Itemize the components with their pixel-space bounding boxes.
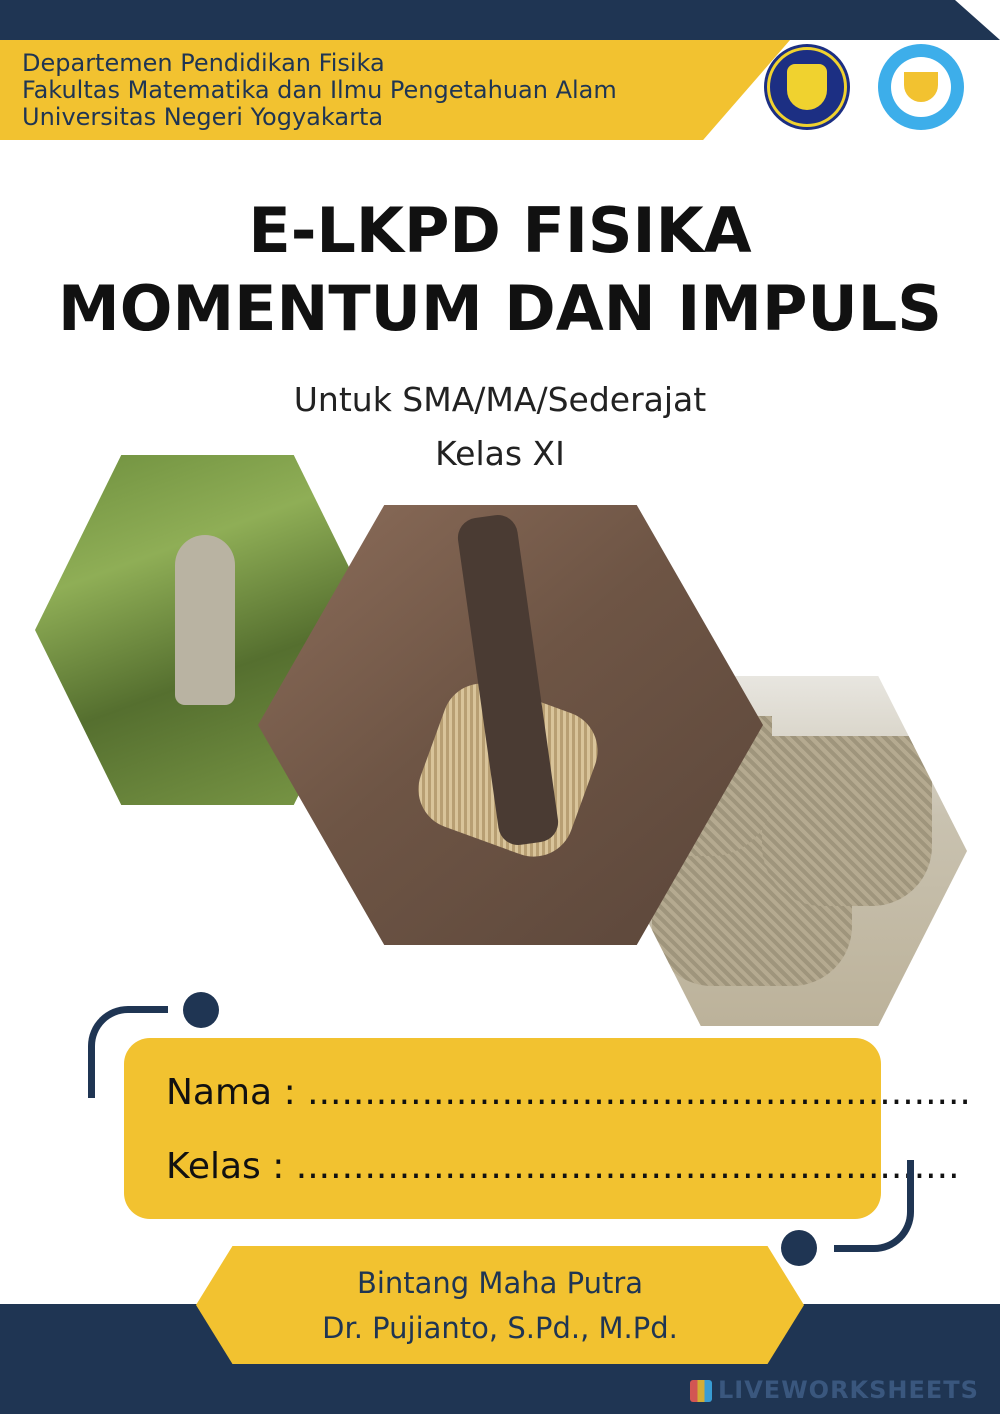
liveworksheets-watermark [690, 1376, 979, 1404]
author-banner [196, 1246, 804, 1364]
top-band-corner [955, 0, 1000, 40]
subtitle-class: Kelas XI [435, 434, 565, 473]
department-line: Departemen Pendidikan Fisika [22, 49, 385, 77]
decorative-dot-bottom [781, 1230, 817, 1266]
student-info-box [124, 1038, 881, 1219]
decorative-curve-bottom-right [834, 1160, 914, 1252]
author-supervisor: Dr. Pujianto, S.Pd., M.Pd. [322, 1311, 678, 1345]
class-field[interactable]: Kelas : .......................................................... [166, 1146, 960, 1187]
name-field[interactable]: Nama : .......................................................... [166, 1072, 971, 1113]
decorative-dot-top [183, 992, 219, 1028]
uny-emblem-icon [764, 44, 850, 130]
watermark-text: LIVEWORKSHEETS [718, 1376, 979, 1404]
liveworksheets-logo-icon [690, 1380, 712, 1402]
institution-block [22, 50, 617, 131]
title-line-2: MOMENTUM DAN IMPULS [58, 272, 942, 345]
faculty-line: Fakultas Matematika dan Ilmu Pengetahuan Alam [22, 76, 617, 104]
subtitle-level: Untuk SMA/MA/Sederajat [293, 380, 707, 419]
top-navy-band [0, 0, 1000, 40]
university-line: Universitas Negeri Yogyakarta [22, 103, 384, 131]
tut-wuri-handayani-icon [878, 44, 964, 130]
author-student: Bintang Maha Putra [356, 1266, 644, 1300]
title-line-1: E-LKPD FISIKA [248, 194, 752, 267]
